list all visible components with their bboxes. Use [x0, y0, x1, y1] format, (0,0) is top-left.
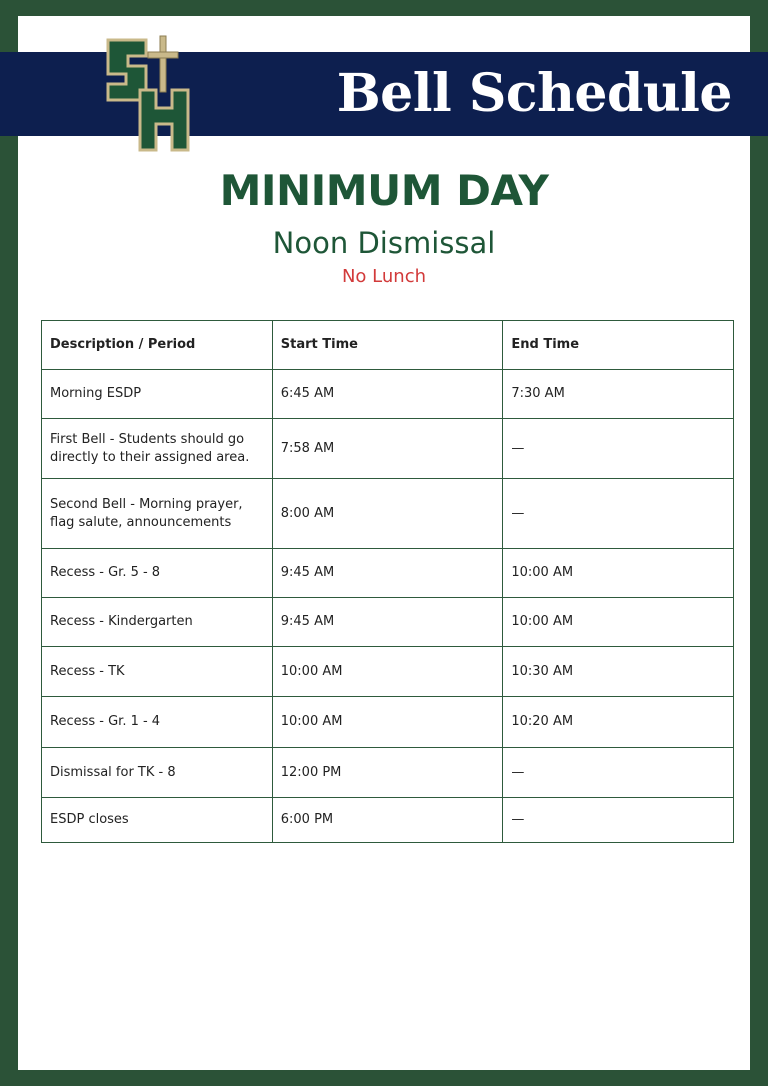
table-row — [42, 697, 734, 748]
table-cell: 10:00 AM — [272, 697, 503, 748]
table-cell: 6:00 PM — [272, 798, 503, 843]
table-cell: 10:00 AM — [503, 598, 734, 647]
table-cell: ESDP closes — [42, 798, 273, 843]
schedule-note: No Lunch — [341, 266, 427, 287]
table-row — [42, 370, 734, 419]
table-cell: 12:00 PM — [272, 748, 503, 798]
schedule-heading: MINIMUM DAY — [219, 166, 549, 215]
table-cell: 9:45 AM — [272, 598, 503, 647]
table-row — [42, 647, 734, 697]
table-cell: Morning ESDP — [42, 370, 273, 419]
table-cell: 10:00 AM — [272, 647, 503, 697]
table-cell: — — [503, 479, 734, 549]
table-cell: 6:45 AM — [272, 370, 503, 419]
table-cell: Second Bell - Morning prayer, flag salute, announcements — [42, 479, 273, 549]
table-cell: — — [503, 748, 734, 798]
column-header: Description / Period — [42, 321, 273, 370]
table-cell: First Bell - Students should go directly to their assigned area. — [42, 419, 273, 479]
table-cell: 8:00 AM — [272, 479, 503, 549]
table-row — [42, 598, 734, 647]
bell-schedule-table — [41, 320, 734, 843]
table-cell: 7:30 AM — [503, 370, 734, 419]
table-cell: Recess - Kindergarten — [42, 598, 273, 647]
table-row — [42, 549, 734, 598]
table-row — [42, 748, 734, 798]
table-cell: 10:00 AM — [503, 549, 734, 598]
table-cell: Dismissal for TK - 8 — [42, 748, 273, 798]
table-row — [42, 419, 734, 479]
column-header: Start Time — [272, 321, 503, 370]
schedule-subheading: Noon Dismissal — [272, 226, 496, 260]
table-row — [42, 798, 734, 843]
column-header: End Time — [503, 321, 734, 370]
table-row — [42, 479, 734, 549]
table-cell: 10:20 AM — [503, 697, 734, 748]
table-cell: Recess - Gr. 5 - 8 — [42, 549, 273, 598]
school-logo — [102, 34, 198, 158]
table-cell: 9:45 AM — [272, 549, 503, 598]
table-cell: Recess - Gr. 1 - 4 — [42, 697, 273, 748]
table-cell: Recess - TK — [42, 647, 273, 697]
table-cell: 10:30 AM — [503, 647, 734, 697]
table-header-row — [42, 321, 734, 370]
page-title: Bell Schedule — [336, 63, 732, 124]
table-cell: 7:58 AM — [272, 419, 503, 479]
table-cell: — — [503, 419, 734, 479]
table-cell: — — [503, 798, 734, 843]
